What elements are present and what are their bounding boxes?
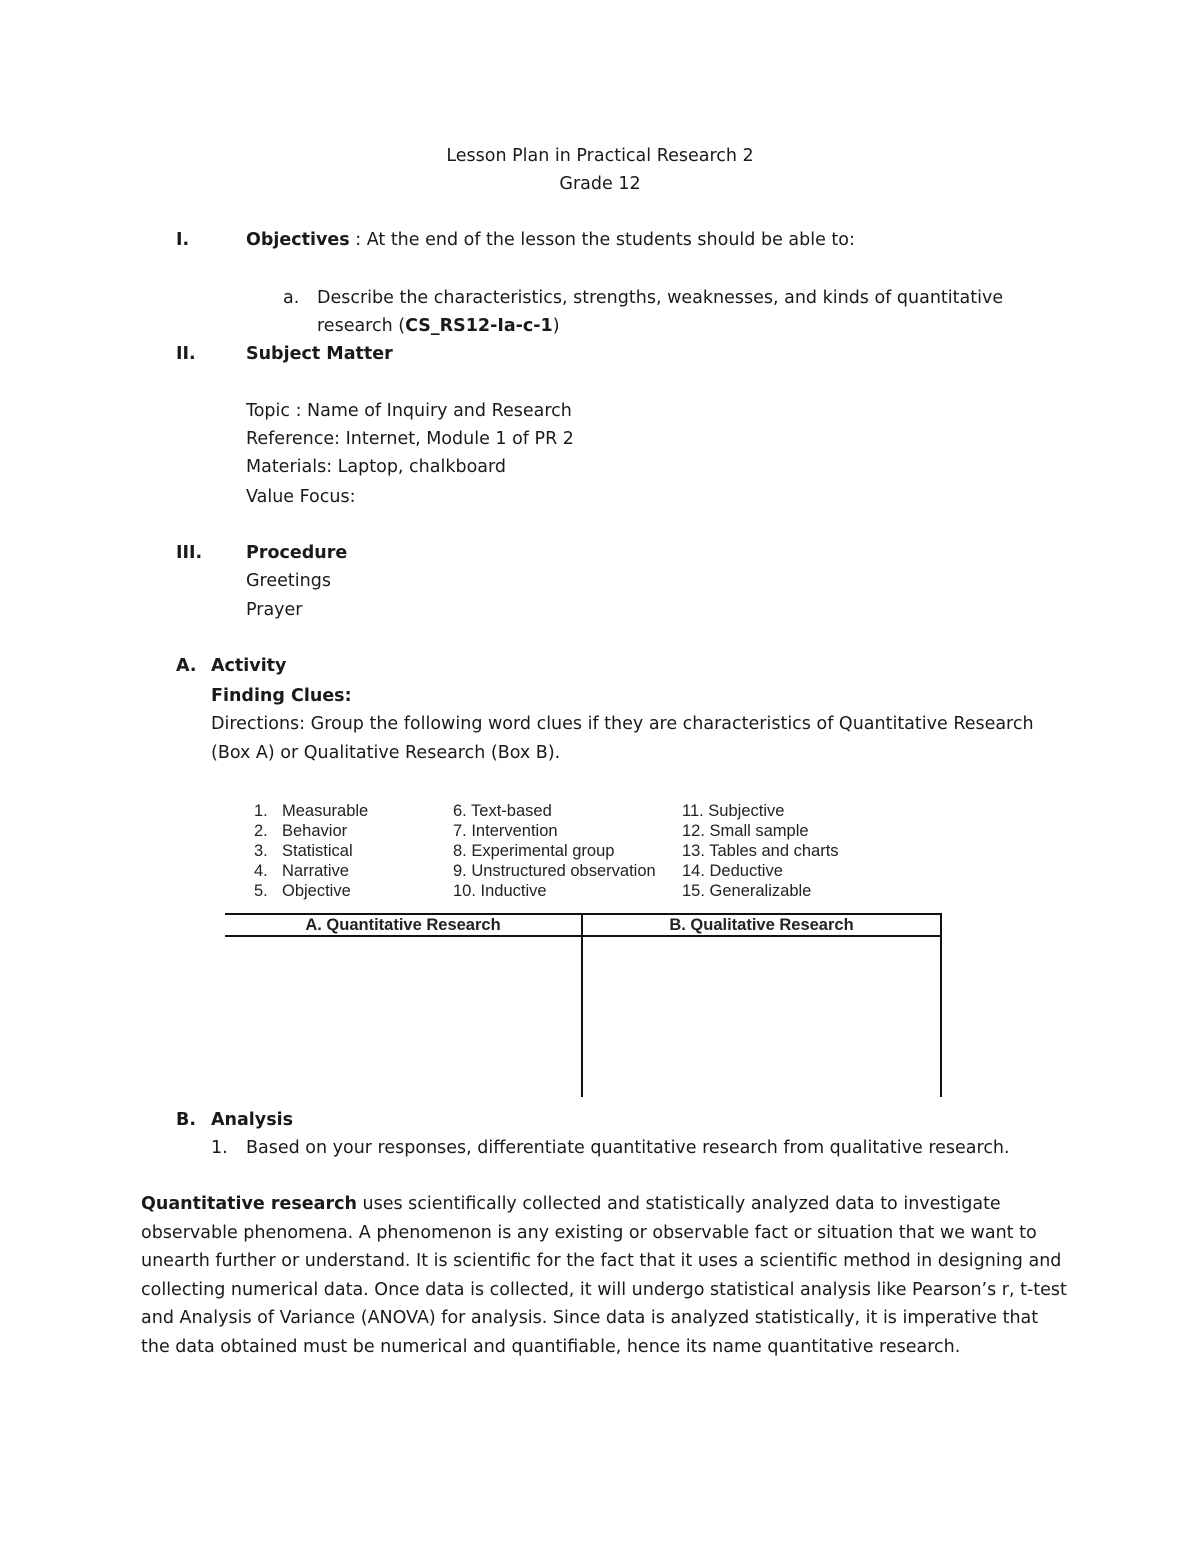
lesson-title: Lesson Plan in Practical Research 2	[446, 146, 754, 166]
definition-line-2: observable phenomena. A phenomenon is any existing or observable fact or situation that we want to	[141, 1222, 1037, 1243]
activity-heading: Activity	[211, 656, 287, 676]
definition-line-4: collecting numerical data. Once data is collected, it will undergo statistical analysis like Pearson’s r, t-test	[141, 1279, 1067, 1300]
value-focus-line: Value Focus:	[246, 487, 356, 507]
clue-item: 6. Text-based	[453, 802, 552, 820]
clue-item: 4. Narrative	[254, 862, 349, 880]
grouping-table	[225, 913, 942, 1097]
clue-item: 9. Unstructured observation	[453, 862, 656, 880]
clue-item: 11. Subjective	[682, 802, 785, 820]
clue-item: 5. Objective	[254, 882, 351, 900]
subject-matter-heading: Subject Matter	[246, 344, 393, 364]
finding-clues-heading: Finding Clues:	[211, 686, 352, 706]
definition-line-1-rest: uses scientifically collected and statistically analyzed data to investigate	[356, 1194, 1001, 1214]
table-column-divider	[581, 913, 583, 1097]
section-numeral-procedure: III.	[176, 543, 203, 563]
clue-item: 3. Statistical	[254, 842, 353, 860]
objectives-line	[246, 226, 855, 254]
analysis-item-text: Based on your responses, differentiate quantitative research from qualitative research.	[246, 1138, 1010, 1158]
definition-line-3: unearth further or understand. It is scientific for the fact that it uses a scientific method in designing and	[141, 1251, 1062, 1272]
objective-line-2-suffix: )	[552, 316, 560, 336]
clue-item: 13. Tables and charts	[682, 842, 839, 860]
clue-item: 14. Deductive	[682, 862, 783, 880]
clue-item: 8. Experimental group	[453, 842, 615, 860]
activity-letter: A.	[176, 656, 197, 676]
objective-letter: a.	[283, 288, 300, 308]
table-border-right	[940, 913, 942, 1097]
prayer-line: Prayer	[246, 600, 303, 620]
table-header-divider	[225, 935, 942, 937]
clue-item: 15. Generalizable	[682, 882, 812, 900]
section-numeral-objectives: I.	[176, 230, 190, 250]
clue-item: 2. Behavior	[254, 822, 348, 840]
clue-item: 12. Small sample	[682, 822, 809, 840]
definition-line-6: the data obtained must be numerical and quantifiable, hence its name quantitative research.	[141, 1337, 961, 1357]
box-b-header: B. Qualitative Research	[669, 916, 854, 934]
definition-term: Quantitative research	[141, 1194, 357, 1214]
clue-item: 7. Intervention	[453, 822, 558, 840]
objective-code: CS_RS12-Ia-c-1	[405, 316, 553, 336]
box-a-header: A. Quantitative Research	[305, 916, 501, 934]
directions-line-1: Directions: Group the following word clues if they are characteristics of Quantitative Research	[211, 714, 1034, 734]
definition-line-1	[141, 1190, 1061, 1219]
objective-line-2	[317, 312, 560, 340]
grade-label: Grade 12	[559, 174, 641, 194]
analysis-heading: Analysis	[211, 1110, 294, 1130]
materials-line: Materials: Laptop, chalkboard	[246, 457, 507, 477]
clue-item: 1. Measurable	[254, 802, 369, 820]
section-numeral-subject: II.	[176, 344, 196, 364]
analysis-item-number: 1.	[211, 1138, 228, 1158]
objectives-heading: Objectives	[246, 230, 350, 250]
definition-line-5: and Analysis of Variance (ANOVA) for analysis. Since data is analyzed statistically, it is imperative that	[141, 1308, 1039, 1329]
objective-line-2-prefix: research (	[317, 316, 406, 336]
topic-line: Topic : Name of Inquiry and Research	[246, 401, 572, 421]
analysis-letter: B.	[176, 1110, 196, 1130]
clue-item: 10. Inductive	[453, 882, 547, 900]
greetings-line: Greetings	[246, 571, 331, 591]
reference-line: Reference: Internet, Module 1 of PR 2	[246, 429, 574, 449]
objective-line-1: Describe the characteristics, strengths, weaknesses, and kinds of quantitative	[317, 288, 1004, 308]
procedure-heading: Procedure	[246, 543, 348, 563]
directions-line-2: (Box A) or Qualitative Research (Box B).	[211, 743, 561, 763]
objectives-intro: : At the end of the lesson the students should be able to:	[349, 230, 855, 250]
